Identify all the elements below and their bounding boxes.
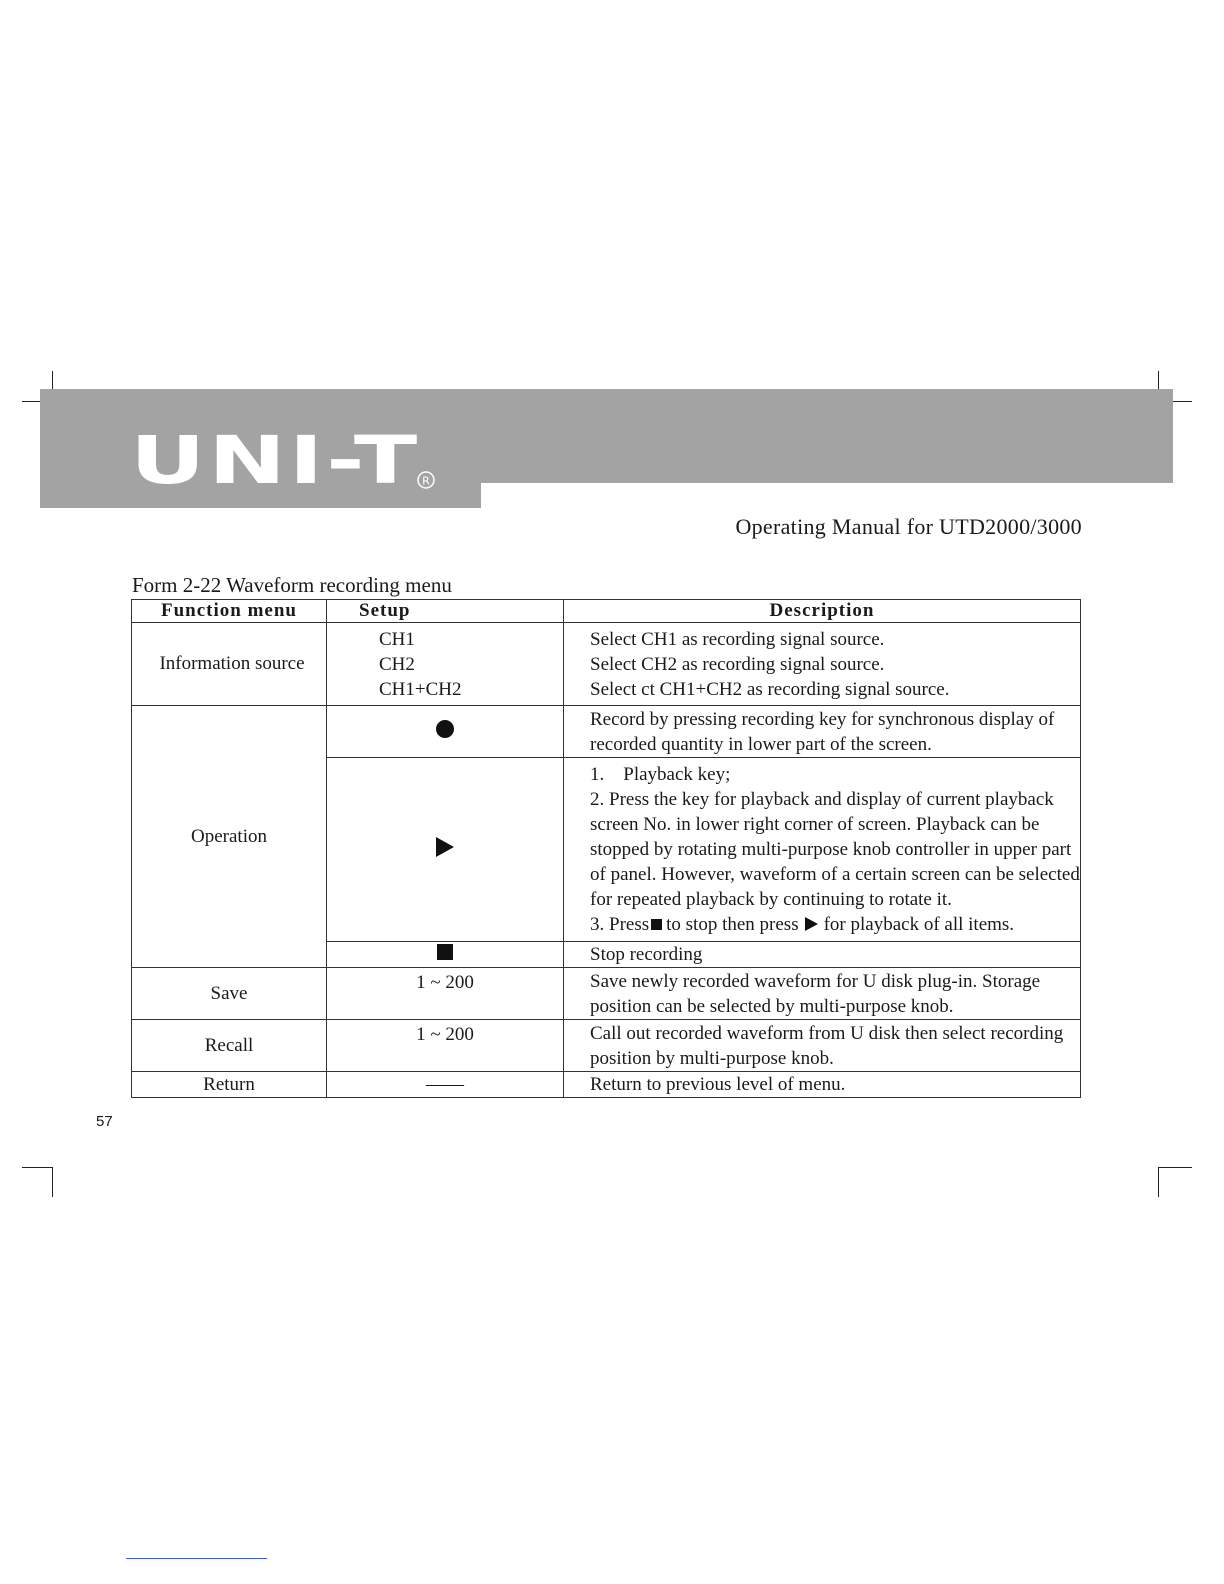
table-row-recall [132,1020,1081,1072]
play-triangle-icon [436,837,454,857]
function-operation: Operation [132,706,327,968]
description-playback-line: stopped by rotating multi-purpose knob controller in upper part [590,839,1072,860]
function-save: Save [132,968,327,1020]
form-caption: Form 2-22 Waveform recording menu [132,573,452,597]
column-header-function: Function menu [132,600,327,623]
table-row-save [132,968,1081,1020]
crop-mark-top-right-h [1172,401,1192,402]
waveform-recording-menu-table [131,599,1081,1098]
setup-record [327,706,564,758]
column-header-description: Description [564,600,1081,623]
description-ch1-ch2: Select ct CH1+CH2 as recording signal source. [590,678,950,700]
setup-ch2: CH2 [379,653,415,675]
crop-mark-bottom-left-h [22,1167,52,1168]
bottom-link-underline [126,1558,267,1559]
description-playback-line: 1. Playback key; [590,764,731,785]
setup-return: —— [327,1072,564,1098]
crop-mark-bottom-right-h [1158,1167,1192,1168]
function-recall: Recall [132,1020,327,1072]
setup-ch1: CH1 [379,628,415,650]
description-playback-line: for repeated playback by continuing to rotate it. [590,889,952,910]
stop-square-icon [437,944,453,960]
description-playback-line: of panel. However, waveform of a certain screen can be selected [590,864,1080,885]
column-header-setup: Setup [327,600,564,623]
line3-stop-text: to stop then press [666,914,799,935]
description-save-line: Save newly recorded waveform for U disk plug-in. Storage [590,970,1041,992]
description-recall-line: Call out recorded waveform from U disk then select recording [590,1022,1064,1044]
table-header-row [132,600,1081,623]
description-ch1: Select CH1 as recording signal source. [590,628,885,650]
line3-press-text: 3. Press [590,914,650,935]
description-save-line: position can be selected by multi-purpose knob. [590,995,954,1017]
page-number: 57 [96,1113,113,1130]
description-recall-line: position by multi-purpose knob. [590,1047,834,1069]
description-return: Return to previous level of menu. [564,1072,1081,1098]
description-stop: Stop recording [564,942,1081,968]
crop-mark-bottom-left-v [52,1167,53,1197]
manual-title: Operating Manual for UTD2000/3000 [735,514,1082,539]
line3-playback-text: for playback of all items. [823,914,1015,935]
description-save [564,968,1081,1020]
setup-ch1-ch2: CH1+CH2 [379,678,462,700]
description-playback-line-3 [590,912,1080,937]
record-circle-icon [436,720,454,738]
description-playback [564,758,1081,942]
crop-mark-bottom-right-v [1158,1167,1159,1197]
table-row-operation-record [132,706,1081,758]
description-ch2: Select CH2 as recording signal source. [590,653,885,675]
brand-logo [130,419,450,491]
setup-recall: 1 ~ 200 [327,1020,564,1072]
function-return: Return [132,1072,327,1098]
inline-play-triangle-icon [805,917,818,931]
table-row-return [132,1072,1081,1098]
setup-playback [327,758,564,942]
brand-logo-text: UNI-T [130,422,420,491]
description-record-line: Record by pressing recording key for synchronous display of [590,708,1055,730]
description-record-line: recorded quantity in lower part of the screen. [590,733,932,755]
setup-save: 1 ~ 200 [327,968,564,1020]
description-information-source [564,623,1081,706]
description-playback-line: 2. Press the key for playback and display of current playback [590,789,1054,810]
setup-stop [327,942,564,968]
registered-mark-letter: R [422,474,430,488]
inline-stop-square-icon [651,919,662,930]
description-playback-line: screen No. in lower right corner of screen. Playback can be [590,814,1040,835]
setup-information-source [327,623,564,706]
function-information-source: Information source [132,623,327,706]
table-row-information-source [132,623,1081,706]
description-recall [564,1020,1081,1072]
description-record [564,706,1081,758]
